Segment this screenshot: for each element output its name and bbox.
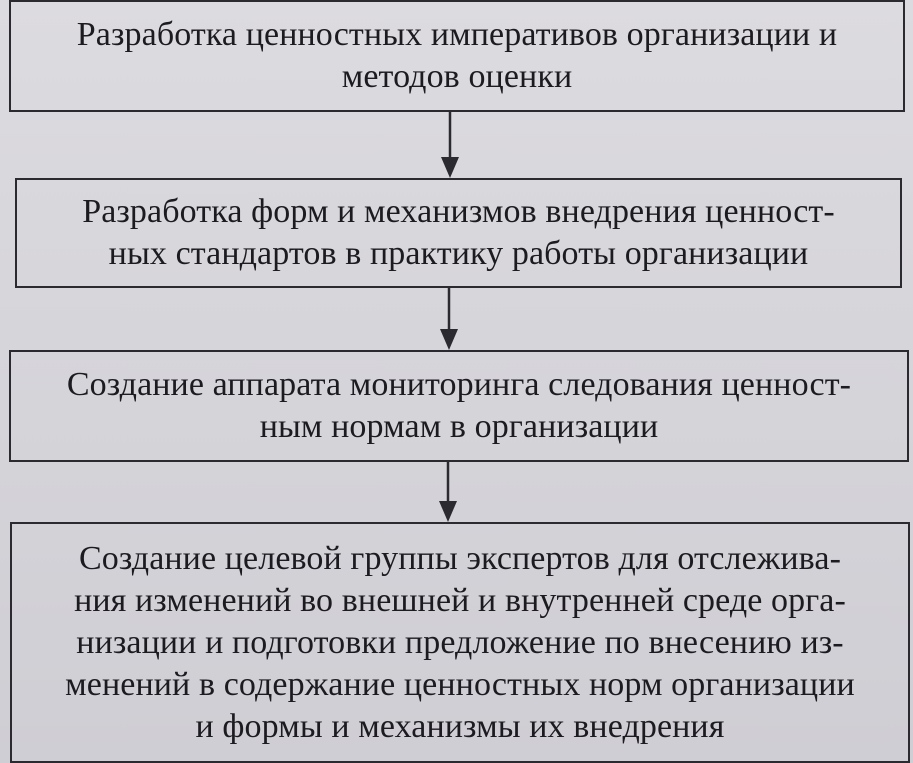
step-4-line-2: ния изменений во внешней и внутренней среде орга- xyxy=(74,581,846,619)
down-arrow-icon xyxy=(434,287,464,351)
down-arrow-icon xyxy=(435,111,465,179)
step-3-line-2: ным нормам в организации xyxy=(259,408,659,445)
step-4-line-4: менений в содержание ценностных норм организации xyxy=(65,665,855,703)
step-box-2 xyxy=(15,178,902,288)
step-1-line-2: методов оценки xyxy=(341,58,573,95)
step-4-line-1: Создание целевой группы экспертов для отслежива- xyxy=(79,539,841,577)
step-box-3 xyxy=(9,350,909,462)
step-box-1 xyxy=(9,0,905,112)
step-2-line-1: Разработка форм и механизмов внедрения ценност- xyxy=(82,193,835,230)
down-arrow-icon xyxy=(433,461,463,523)
arrow-1-head xyxy=(441,157,459,178)
step-4-line-5: и формы и механизмы их внедрения xyxy=(195,707,725,745)
step-3-line-1: Создание аппарата мониторинга следования ценност- xyxy=(66,366,852,403)
arrow-3-head xyxy=(439,501,457,522)
step-box-4 xyxy=(10,522,910,763)
step-2-line-2: ных стандартов в практику работы организации xyxy=(108,235,809,272)
step-1-line-1: Разработка ценностных императивов организации и xyxy=(76,16,838,53)
step-4-line-3: низации и подготовки предложение по внесению из- xyxy=(76,623,844,661)
arrow-2-head xyxy=(440,329,458,350)
